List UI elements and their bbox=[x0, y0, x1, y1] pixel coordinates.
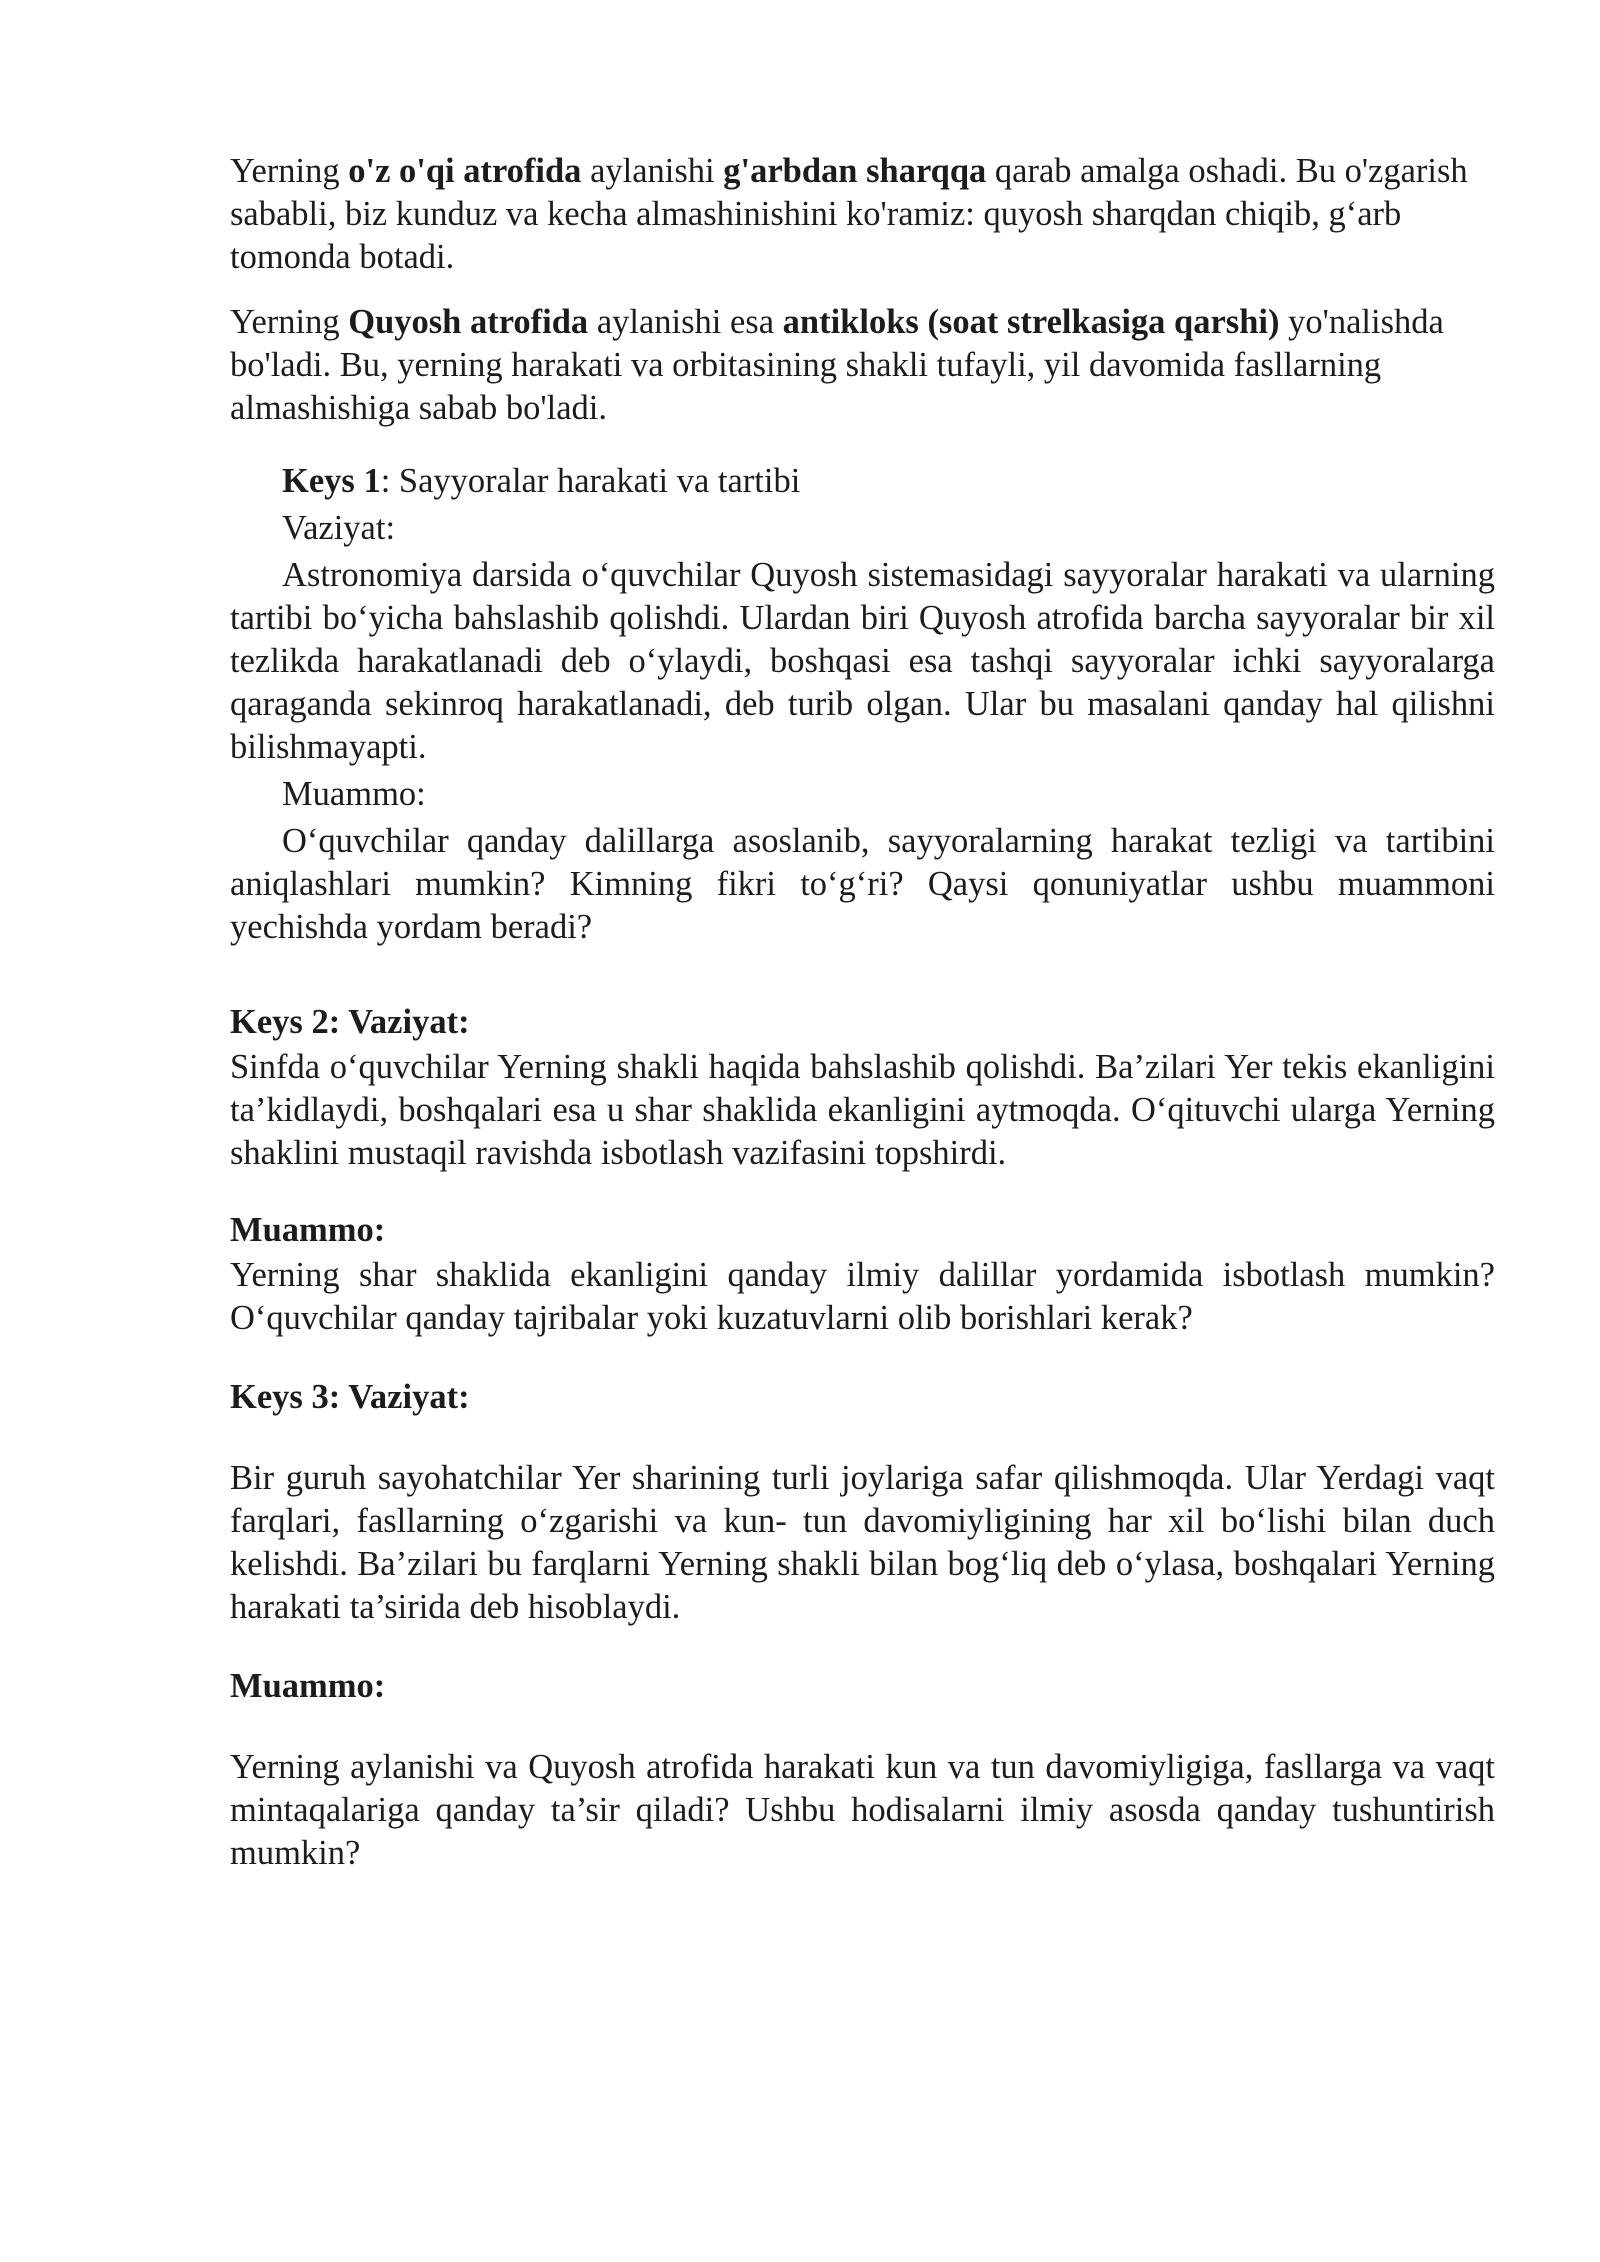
case2-situation-text: Sinfda o‘quvchilar Yerning shakli haqida bahslashib qolishdi. Ba’zilari Yer tekis ekanligini ta’kidlaydi, boshqalari esa u shar shaklida ekanligini aytmoqda. O‘qituvchi ularga Yerning shaklini mustaqil ravishda isbotlash vazifasini topshirdi. bbox=[230, 1048, 1495, 1172]
text-run: yo'nalishda bo'ladi. Bu, yerning harakati va orbitasining shakli tufayli, yil davomida fasllarning almashishiga sabab bo'ladi. bbox=[230, 303, 1444, 427]
bold-term: g'arbdan sharqqa bbox=[723, 152, 987, 190]
intro-paragraph-orbit bbox=[230, 301, 1495, 430]
case2-title-bold: Keys 2: Vaziyat: bbox=[230, 1003, 470, 1041]
case3-problem-text: Yerning aylanishi va Quyosh atrofida harakati kun va tun davomiyligiga, fasllarga va vaqt mintaqalariga qanday ta’sir qiladi? Ushbu hodisalarni ilmiy asosda qanday tushuntirish mumkin? bbox=[230, 1748, 1495, 1872]
case3-title bbox=[230, 1376, 1495, 1419]
bold-term: o'z o'qi atrofida bbox=[348, 152, 582, 190]
text-run: aylanishi bbox=[581, 152, 724, 190]
document-page bbox=[230, 150, 1495, 1875]
case2-problem-label bbox=[230, 1209, 1495, 1252]
case1-situation-label: Vaziyat: bbox=[282, 509, 396, 547]
case3-situation-text: Bir guruh sayohatchilar Yer sharining turli joylariga safar qilishmoqda. Ular Yerdagi vaqt farqlari, fasllarning o‘zgarishi va kun- tun davomiyligining har xil bo‘lishi bilan duch kelishdi. Ba’zilari bu farqlarni Yerning shakli bilan bog‘liq deb o‘ylasa, boshqalari Yerning harakati ta’sirida deb hisoblaydi. bbox=[230, 1459, 1495, 1626]
bold-term: Quyosh atrofida bbox=[348, 303, 589, 341]
case1-title-rest: : Sayyoralar harakati va tartibi bbox=[380, 462, 801, 500]
case2-problem-label-bold: Muammo: bbox=[230, 1211, 386, 1249]
case2-problem-text: Yerning shar shaklida ekanligini qanday ilmiy dalillar yordamida isbotlash mumkin? O‘quvchilar qanday tajribalar yoki kuzatuvlarni olib borishlari kerak? bbox=[230, 1256, 1495, 1337]
text-run: Yerning bbox=[230, 152, 349, 190]
case3-problem-label-bold: Muammo: bbox=[230, 1667, 386, 1705]
case2-title bbox=[230, 1001, 1495, 1044]
text-run: Yerning bbox=[230, 303, 349, 341]
text-run: qarab amalga oshadi. Bu o'zgarish sababli, biz kunduz va kecha almashinishini ko'ramiz: quyosh sharqdan chiqib, g‘arb tomonda botadi. bbox=[230, 152, 1468, 276]
bold-term: antikloks (soat strelkasiga qarshi) bbox=[782, 303, 1280, 341]
case1-problem-text: O‘quvchilar qanday dalillarga asoslanib, sayyoralarning harakat tezligi va tartibini aniqlashlari mumkin? Kimning fikri to‘g‘ri? Qaysi qonuniyatlar ushbu muammoni yechishda yordam beradi? bbox=[230, 822, 1495, 946]
case1-title bbox=[230, 460, 1495, 503]
case1-problem-label: Muammo: bbox=[282, 775, 426, 813]
case3-title-bold: Keys 3: Vaziyat: bbox=[230, 1378, 470, 1416]
case1-title-bold: Keys 1 bbox=[282, 462, 381, 500]
intro-paragraph-rotation bbox=[230, 150, 1495, 279]
case3-problem-label bbox=[230, 1665, 1495, 1708]
text-run: aylanishi esa bbox=[588, 303, 783, 341]
case1-situation-text: Astronomiya darsida o‘quvchilar Quyosh sistemasidagi sayyoralar harakati va ularning tartibi bo‘yicha bahslashib qolishdi. Ulardan biri Quyosh atrofida barcha sayyoralar bir xil tezlikda harakatlanadi deb o‘ylaydi, boshqasi esa tashqi sayyoralar ichki sayyoralarga qaraganda sekinroq harakatlanadi, deb turib olgan. Ular bu masalani qanday hal qilishni bilishmayapti. bbox=[230, 556, 1495, 766]
